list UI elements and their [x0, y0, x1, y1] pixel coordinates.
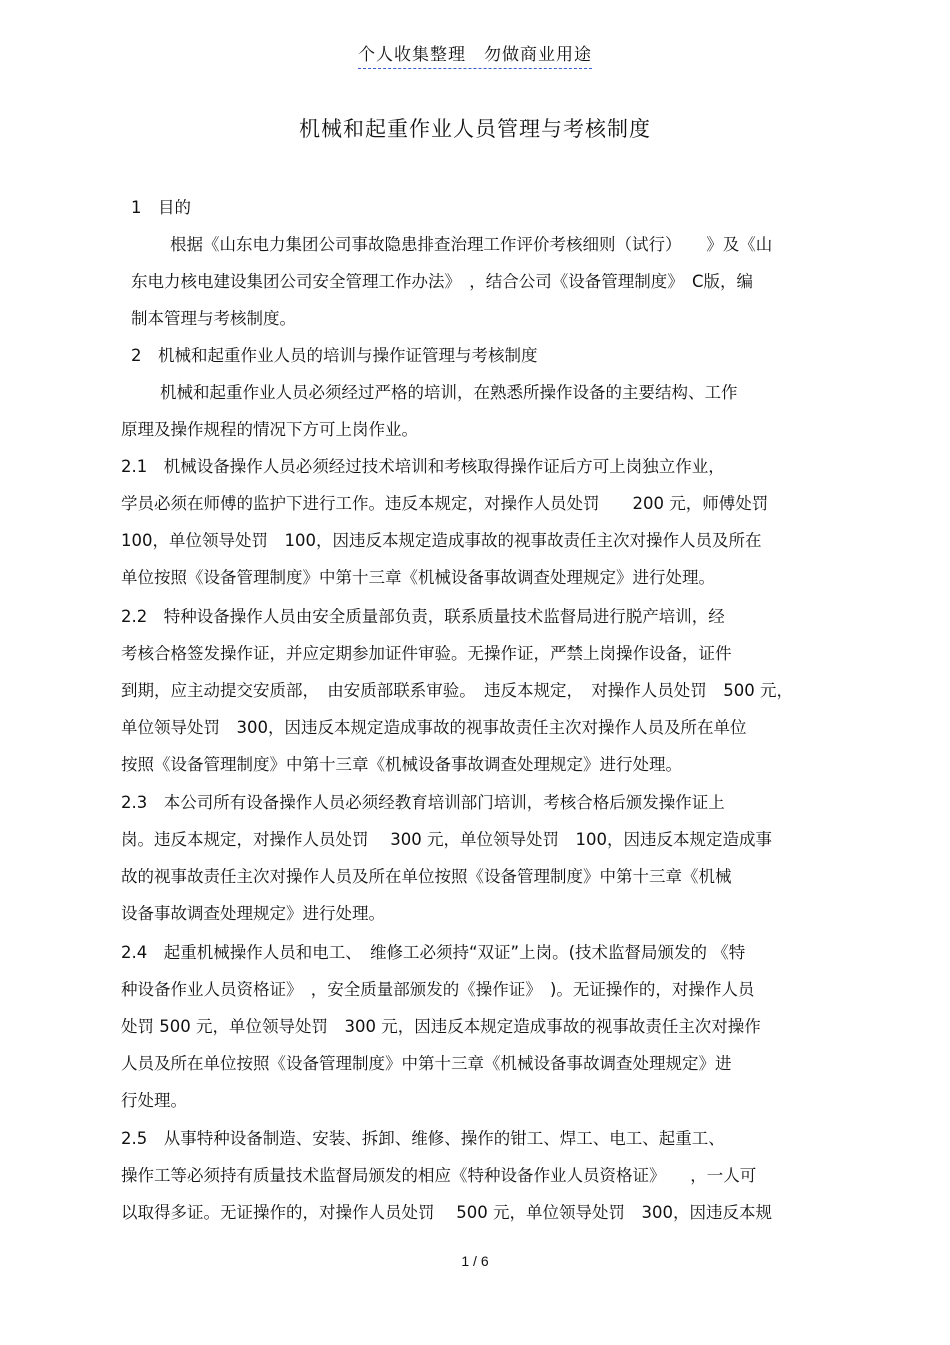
- paragraph-line: 处罚 500 元，单位领导处罚 300 元，因违反本规定造成事故的视事故责任主次对操作: [121, 1017, 761, 1036]
- page-header: [0, 40, 950, 69]
- paragraph-line: 原理及操作规程的情况下方可上岗作业。: [121, 420, 418, 439]
- page-header-text: 个人收集整理 勿做商业用途: [358, 40, 592, 69]
- paragraph-line: 2.5 从事特种设备制造、安装、拆卸、维修、操作的钳工、焊工、电工、起重工、: [121, 1129, 725, 1148]
- paragraph-line: 2.3 本公司所有设备操作人员必须经教育培训部门培训，考核合格后颁发操作证上: [121, 793, 725, 812]
- paragraph-line: 2.1 机械设备操作人员必须经过技术培训和考核取得操作证后方可上岗独立作业，: [121, 457, 725, 476]
- paragraph-line: 2.4 起重机械操作人员和电工、 维修工必须持“双证”上岗。(技术监督局颁发的 《特: [121, 943, 746, 962]
- document-title: 机械和起重作业人员管理与考核制度: [299, 117, 651, 141]
- paragraph-line: 东电力核电建设集团公司安全管理工作办法》 ，结合公司《设备管理制度》 C版，编: [131, 272, 754, 291]
- paragraph-line: 行处理。: [121, 1091, 187, 1110]
- paragraph-line: 操作工等必须持有质量技术监督局颁发的相应《特种设备作业人员资格证》 ，一人可: [121, 1166, 757, 1185]
- paragraph-line: 单位按照《设备管理制度》中第十三章《机械设备事故调查处理规定》进行处理。: [121, 568, 715, 587]
- paragraph-line: 到期，应主动提交安质部， 由安质部联系审验。 违反本规定， 对操作人员处罚 500 元，: [121, 681, 793, 700]
- paragraph-line: 2.2 特种设备操作人员由安全质量部负责，联系质量技术监督局进行脱产培训，经: [121, 607, 725, 626]
- paragraph-line: 单位领导处罚 300，因违反本规定造成事故的视事故责任主次对操作人员及所在单位: [121, 718, 747, 737]
- paragraph-line: 学员必须在师傅的监护下进行工作。违反本规定，对操作人员处罚 200 元，师傅处罚: [121, 494, 769, 513]
- section-heading: 1 目的: [131, 198, 191, 217]
- paragraph-line: 种设备作业人员资格证》 ，安全质量部颁发的《操作证》 )。无证操作的，对操作人员: [121, 980, 755, 999]
- page-number: 1 / 6: [461, 1253, 489, 1269]
- paragraph-line: 人员及所在单位按照《设备管理制度》中第十三章《机械设备事故调查处理规定》进: [121, 1054, 732, 1073]
- paragraph-line: 制本管理与考核制度。: [131, 309, 296, 328]
- paragraph-line: 以取得多证。无证操作的，对操作人员处罚 500 元，单位领导处罚 300，因违反本规: [121, 1203, 772, 1222]
- paragraph-line: 根据《山东电力集团公司事故隐患排查治理工作评价考核细则（试行） 》及《山: [170, 235, 773, 254]
- paragraph-line: 机械和起重作业人员必须经过严格的培训，在熟悉所操作设备的主要结构、工作: [160, 383, 738, 402]
- section-heading: 2 机械和起重作业人员的培训与操作证管理与考核制度: [131, 346, 538, 365]
- paragraph-line: 考核合格签发操作证，并应定期参加证件审验。无操作证，严禁上岗操作设备，证件: [121, 644, 732, 663]
- paragraph-line: 设备事故调查处理规定》进行处理。: [121, 904, 385, 923]
- paragraph-line: 故的视事故责任主次对操作人员及所在单位按照《设备管理制度》中第十三章《机械: [121, 867, 732, 886]
- paragraph-line: 岗。违反本规定，对操作人员处罚 300 元，单位领导处罚 100，因违反本规定造成事: [121, 830, 772, 849]
- paragraph-line: 100，单位领导处罚 100，因违反本规定造成事故的视事故责任主次对操作人员及所在: [121, 531, 762, 550]
- paragraph-line: 按照《设备管理制度》中第十三章《机械设备事故调查处理规定》进行处理。: [121, 755, 682, 774]
